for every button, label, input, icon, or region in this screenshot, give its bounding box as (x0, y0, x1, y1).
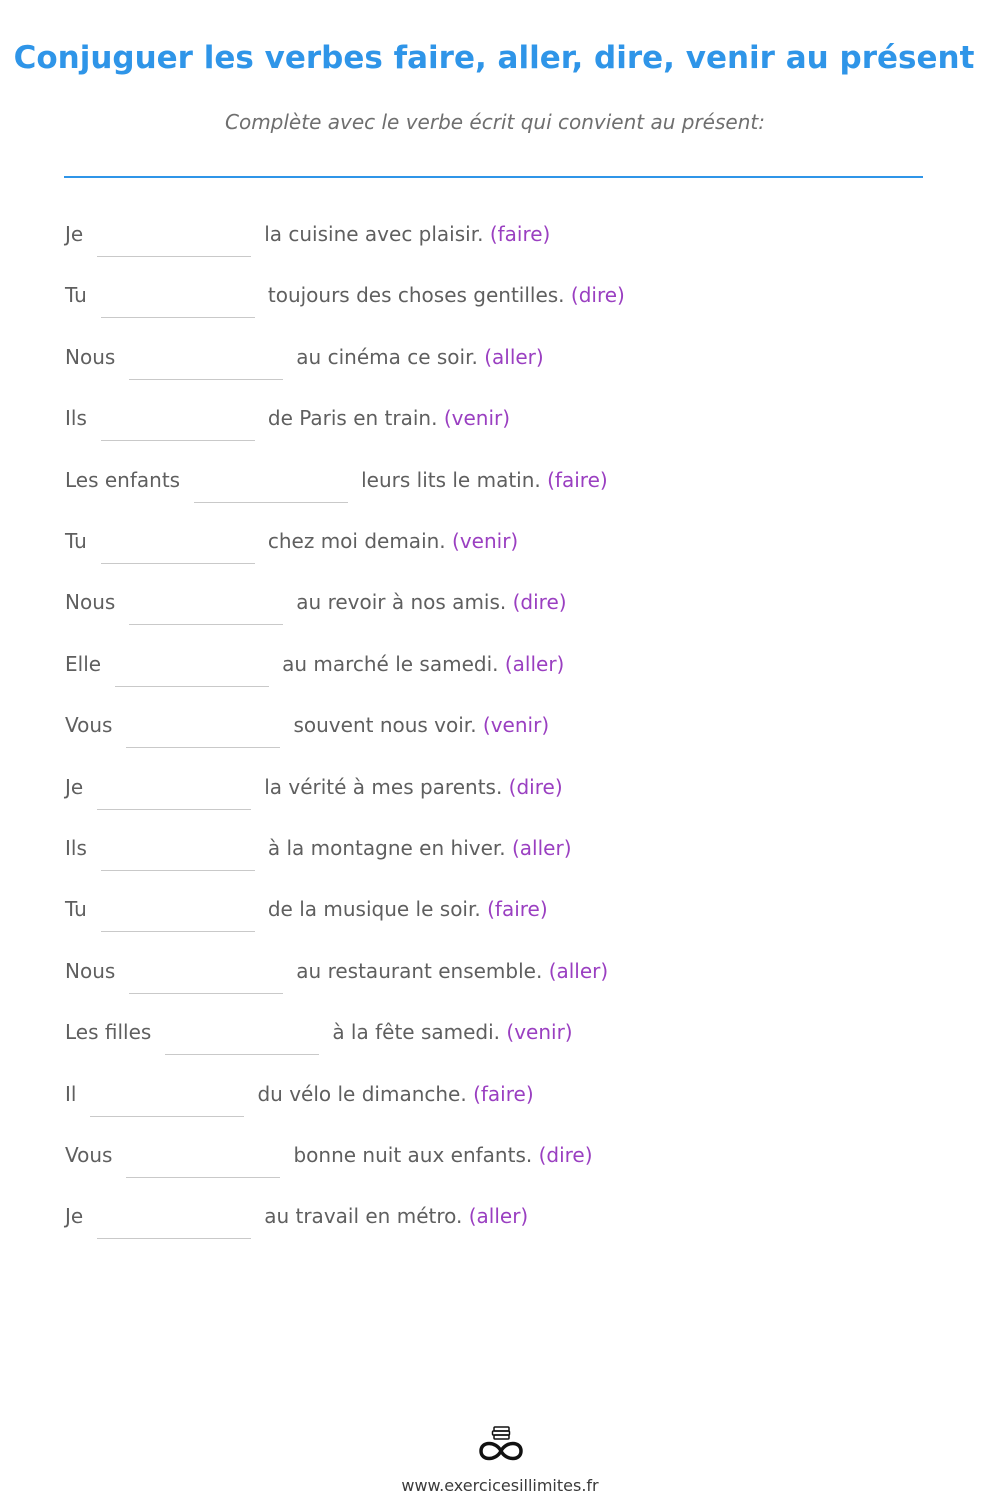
verb-hint: (dire) (570, 283, 625, 308)
verb-hint: (faire) (487, 897, 548, 922)
sentence-text: souvent nous voir. (293, 713, 477, 738)
verb-hint: (dire) (508, 774, 563, 799)
exercise-sentence (293, 1143, 592, 1167)
answer-blank[interactable] (129, 993, 283, 994)
exercise-sentence (268, 406, 510, 430)
sentence-text: au cinéma ce soir. (296, 344, 478, 369)
exercise-subject: Tu (65, 283, 87, 308)
verb-hint: (venir) (443, 406, 511, 431)
answer-blank[interactable] (126, 1177, 280, 1178)
sentence-text: de Paris en train. (267, 406, 438, 431)
answer-blank[interactable] (101, 317, 255, 318)
answer-blank[interactable] (129, 624, 283, 625)
exercise-subject: Vous (65, 1143, 113, 1167)
sentence-text: bonne nuit aux enfants. (293, 1143, 533, 1167)
exercise-sentence (282, 652, 564, 676)
answer-blank[interactable] (97, 256, 251, 257)
exercise-sentence (293, 713, 549, 737)
sentence-text: du vélo le dimanche. (257, 1081, 467, 1106)
exercise-sentence (264, 775, 562, 799)
exercise-sentence (332, 1020, 572, 1044)
exercise-sentence (257, 1082, 533, 1106)
exercise-sentence (268, 836, 572, 860)
exercise-sentence (296, 959, 608, 983)
sentence-text: au travail en métro. (264, 1204, 463, 1229)
header-divider (64, 176, 923, 178)
exercise-subject: Vous (65, 713, 113, 738)
exercise-subject: Je (65, 774, 84, 799)
verb-hint: (venir) (506, 1020, 573, 1045)
exercise-sentence (268, 529, 518, 553)
exercise-subject: Ils (65, 406, 87, 431)
infinity-books-icon (476, 1424, 526, 1464)
answer-blank[interactable] (97, 1238, 251, 1239)
answer-blank[interactable] (101, 563, 255, 564)
instruction: Complète avec le verbe écrit qui convient au présent: (225, 110, 765, 134)
answer-blank[interactable] (126, 747, 280, 748)
exercise-sentence (264, 1204, 528, 1228)
sentence-text: la vérité à mes parents. (264, 774, 503, 799)
exercise-subject: Je (65, 1204, 84, 1229)
exercise-subject: Ils (65, 836, 87, 860)
exercise-subject: Tu (65, 529, 87, 553)
footer-url: www.exercicesillimites.fr (401, 1476, 599, 1495)
sentence-text: toujours des choses gentilles. (267, 283, 565, 308)
exercise-subject: Nous (65, 590, 116, 615)
exercise-subject: Elle (65, 651, 102, 676)
verb-hint: (aller) (548, 958, 609, 983)
verb-hint: (venir) (482, 713, 550, 738)
sentence-text: la cuisine avec plaisir. (264, 222, 484, 246)
verb-hint: (aller) (484, 344, 544, 369)
verb-hint: (faire) (547, 467, 608, 492)
exercise-subject: Les filles (65, 1020, 152, 1045)
sentence-text: chez moi demain. (267, 529, 446, 553)
answer-blank[interactable] (115, 686, 269, 687)
exercise-subject: Nous (65, 344, 116, 369)
answer-blank[interactable] (97, 809, 251, 810)
verb-hint: (venir) (452, 529, 519, 553)
sentence-text: au restaurant ensemble. (296, 958, 543, 983)
verb-hint: (aller) (504, 651, 565, 676)
sentence-text: leurs lits le matin. (361, 467, 541, 492)
exercise-subject: Nous (65, 958, 116, 983)
answer-blank[interactable] (129, 379, 283, 380)
answer-blank[interactable] (101, 931, 255, 932)
exercise-subject: Tu (65, 897, 87, 922)
exercise-sentence (268, 897, 548, 921)
verb-hint: (dire) (538, 1143, 593, 1167)
exercise-sentence (296, 590, 566, 614)
verb-hint: (aller) (512, 836, 572, 860)
exercise-subject: Les enfants (65, 467, 181, 492)
sentence-text: à la fête samedi. (332, 1020, 501, 1045)
answer-blank[interactable] (101, 870, 255, 871)
verb-hint: (dire) (512, 590, 567, 615)
exercise-sentence (264, 222, 550, 246)
answer-blank[interactable] (90, 1116, 244, 1117)
exercise-subject: Il (65, 1081, 77, 1106)
page-title: Conjuguer les verbes faire, aller, dire, venir au présent (13, 40, 975, 76)
sentence-text: au revoir à nos amis. (296, 590, 507, 615)
verb-hint: (faire) (473, 1081, 534, 1106)
answer-blank[interactable] (101, 440, 255, 441)
verb-hint: (faire) (489, 222, 551, 246)
sentence-text: de la musique le soir. (267, 897, 481, 922)
exercise-sentence (268, 283, 625, 307)
exercise-subject: Je (65, 222, 84, 246)
exercise-sentence (296, 345, 543, 369)
verb-hint: (aller) (468, 1204, 529, 1229)
answer-blank[interactable] (194, 502, 348, 503)
answer-blank[interactable] (165, 1054, 319, 1055)
exercise-sentence (361, 468, 608, 492)
sentence-text: à la montagne en hiver. (267, 836, 506, 860)
sentence-text: au marché le samedi. (282, 651, 499, 676)
